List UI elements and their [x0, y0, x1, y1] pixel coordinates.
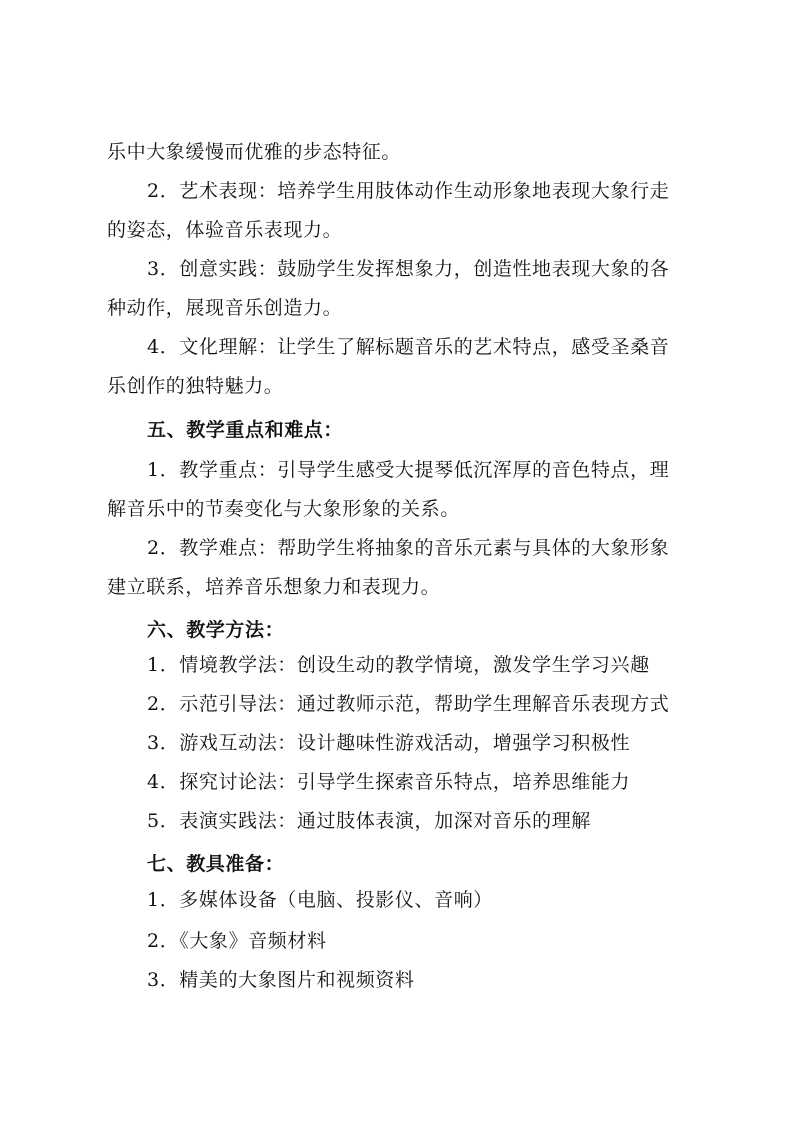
goal-cultural-understanding: 4．文化理解：让学生了解标题音乐的艺术特点，感受圣桑音 [147, 336, 670, 358]
section-heading-materials: 七、教具准备： [147, 853, 285, 875]
section-heading-key-points: 五、教学重点和难点： [147, 419, 344, 441]
goal-art-expression: 2．艺术表现：培养学生用肢体动作生动形象地表现大象行走 [147, 180, 670, 202]
material-item: 3．精美的大象图片和视频资料 [147, 969, 415, 991]
key-point-line: 1．教学重点：引导学生感受大提琴低沉浑厚的音色特点，理 [147, 459, 670, 481]
goal-text-line: 的姿态，体验音乐表现力。 [107, 219, 343, 241]
goal-text-line: 乐中大象缓慢而优雅的步态特征。 [107, 141, 402, 163]
material-item: 2．《大象》音频材料 [147, 930, 327, 952]
goal-creative-practice: 3．创意实践：鼓励学生发挥想象力，创造性地表现大象的各 [147, 258, 670, 280]
section-heading-methods: 六、教学方法： [147, 619, 285, 641]
key-point-line: 解音乐中的节奏变化与大象形象的关系。 [107, 498, 460, 520]
method-item: 2．示范引导法：通过教师示范，帮助学生理解音乐表现方式 [147, 693, 670, 715]
method-item: 3．游戏互动法：设计趣味性游戏活动，增强学习积极性 [147, 732, 631, 754]
method-item: 5．表演实践法：通过肢体表演，加深对音乐的理解 [147, 810, 591, 832]
goal-text-line: 乐创作的独特魅力。 [107, 375, 284, 397]
method-item: 4．探究讨论法：引导学生探索音乐特点，培养思维能力 [147, 771, 631, 793]
method-item: 1．情境教学法：创设生动的教学情境，激发学生学习兴趣 [147, 654, 650, 676]
difficulty-line: 2．教学难点：帮助学生将抽象的音乐元素与具体的大象形象 [147, 537, 670, 559]
difficulty-line: 建立联系，培养音乐想象力和表现力。 [107, 576, 441, 598]
material-item: 1．多媒体设备（电脑、投影仪、音响） [147, 889, 493, 911]
goal-text-line: 种动作，展现音乐创造力。 [107, 297, 343, 319]
